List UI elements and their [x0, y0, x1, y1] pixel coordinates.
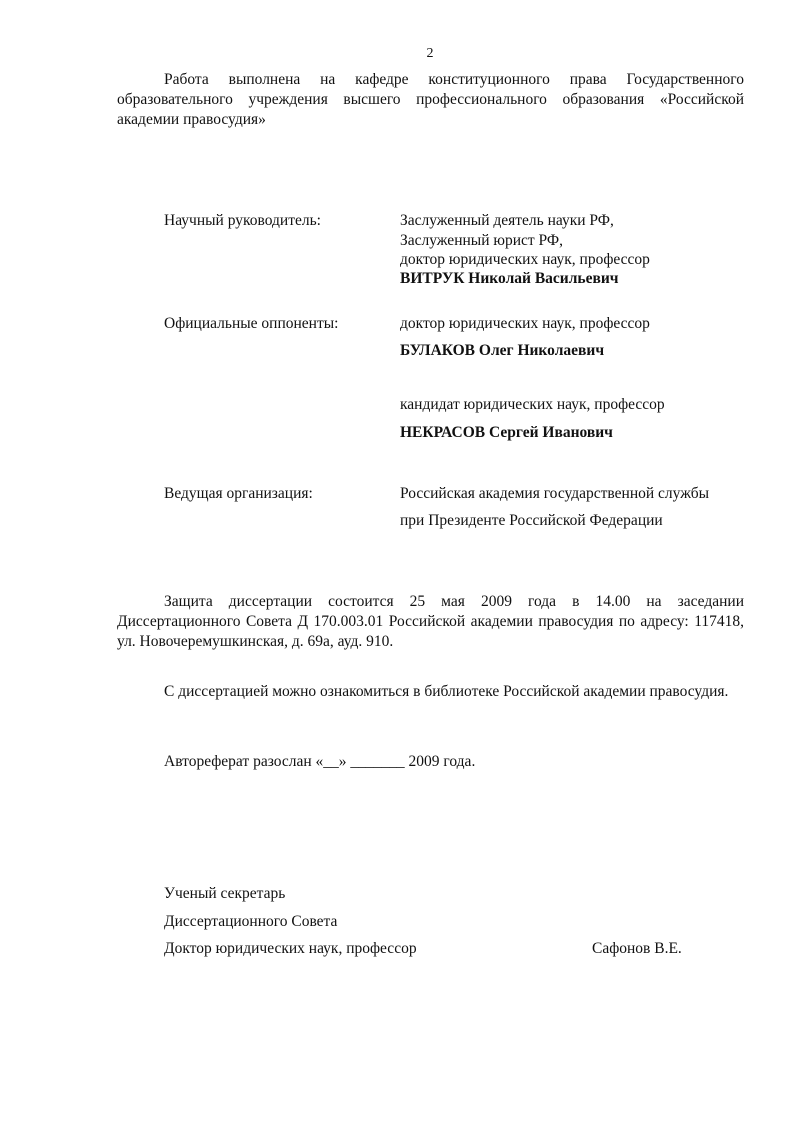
supervisor-title-line: доктор юридических наук, профессор	[400, 251, 650, 268]
supervisor-title-line: Заслуженный юрист РФ,	[400, 232, 563, 249]
opponent-name: БУЛАКОВ Олег Николаевич	[400, 342, 605, 359]
signatory-name: Сафонов В.Е.	[592, 940, 682, 957]
opponent-title: кандидат юридических наук, профессор	[400, 396, 665, 413]
defense-paragraph: Защита диссертации состоится 25 мая 2009 года в 14.00 на заседании Диссертационного Совета Д 170.003.01 Российской академии правосудия по адресу: 117418, ул. Новочеремушкинская, д. 69а, ауд. 910.	[117, 593, 744, 650]
leading-org-line: Российская академия государственной службы	[400, 485, 710, 502]
intro-paragraph: Работа выполнена на кафедре конституционного права Государственного образовательного учреждения высшего профессионального образования «Российской академии правосудия»	[117, 71, 744, 128]
leading-org-line: при Президенте Российской Федерации	[400, 512, 663, 529]
opponent-name: НЕКРАСОВ Сергей Иванович	[400, 424, 613, 441]
signature-line: Доктор юридических наук, профессор	[164, 940, 417, 957]
distribution-line: Автореферат разослан «__» _______ 2009 года.	[164, 753, 476, 770]
supervisor-label: Научный руководитель:	[164, 212, 321, 229]
supervisor-name: ВИТРУК Николай Васильевич	[400, 270, 619, 287]
opponent-title: доктор юридических наук, профессор	[400, 315, 650, 332]
leading-org-label: Ведущая организация:	[164, 485, 313, 502]
page-number: 2	[426, 46, 434, 61]
supervisor-title-line: Заслуженный деятель науки РФ,	[400, 212, 614, 229]
signature-line: Диссертационного Совета	[164, 913, 338, 930]
library-paragraph: С диссертацией можно ознакомиться в библиотеке Российской академии правосудия.	[164, 683, 729, 700]
signature-line: Ученый секретарь	[164, 885, 286, 902]
opponents-label: Официальные оппоненты:	[164, 315, 339, 332]
